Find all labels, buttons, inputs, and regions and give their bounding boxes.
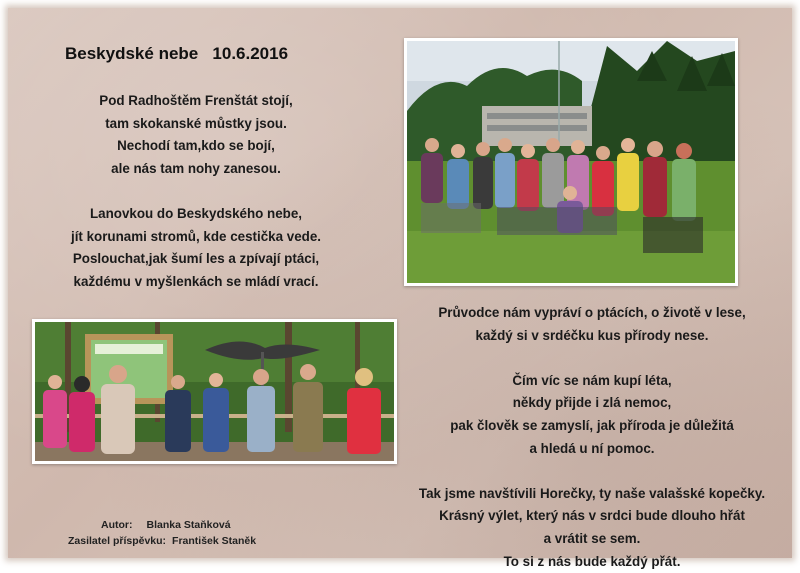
poem-line: Čím víc se nám kupí léta, xyxy=(512,372,672,388)
poem-line: každému v myšlenkách se mládí vrací. xyxy=(73,273,319,289)
page-title: Beskydské nebe 10.6.2016 xyxy=(65,44,289,63)
document-page xyxy=(8,8,792,569)
author-credit xyxy=(101,517,231,533)
poem-line: jít korunami stromů, kde cestička vede. xyxy=(70,228,322,244)
stanza-gap xyxy=(36,180,356,203)
sender-credit xyxy=(68,533,256,549)
poem-right xyxy=(400,302,784,573)
poem-line: Krásný výlet, který nás v srdci bude dlouho hřát xyxy=(439,508,745,524)
poem-line: tam skokanské můstky jsou. xyxy=(105,115,287,131)
forest-photo-image xyxy=(35,322,394,461)
stanza-gap xyxy=(400,460,784,483)
stanza-gap xyxy=(400,347,784,370)
poem-line: někdy přijde i zlá nemoc, xyxy=(512,395,672,411)
poem-line: ale nás tam nohy zanesou. xyxy=(111,160,281,176)
group-photo-image xyxy=(407,41,735,283)
poem-line: a hledá u ní pomoc. xyxy=(529,440,655,456)
poem-line: Lanovkou do Beskydského nebe, xyxy=(89,205,303,221)
group-photo xyxy=(404,38,738,286)
poem-left xyxy=(36,90,356,293)
sender-label: Zasilatel příspěvku: xyxy=(68,535,167,547)
poem-line: pak člověk se zamyslí, jak příroda je důležitá xyxy=(450,417,734,433)
poem-line: Průvodce nám vypráví o ptácích, o životě v lese, xyxy=(438,305,746,320)
sender-name: František Staněk xyxy=(172,535,257,547)
poem-line: každý si v srdéčku kus přírody nese. xyxy=(475,327,709,343)
poem-line: Tak jsme navštívili Horečky, ty naše valašské kopečky. xyxy=(418,485,766,501)
author-label: Autor: xyxy=(101,519,133,531)
poem-line: To si z nás bude každý přát. xyxy=(503,553,681,569)
poem-line: Poslouchat,jak šumí les a zpívají ptáci, xyxy=(72,251,320,267)
forest-photo xyxy=(32,319,397,464)
poem-line: Pod Radhoštěm Frenštát stojí, xyxy=(99,93,293,108)
poem-line: Nechodí tam,kdo se bojí, xyxy=(117,138,275,154)
poem-line: a vrátit se sem. xyxy=(543,530,641,546)
author-name: Blanka Staňková xyxy=(146,519,231,531)
